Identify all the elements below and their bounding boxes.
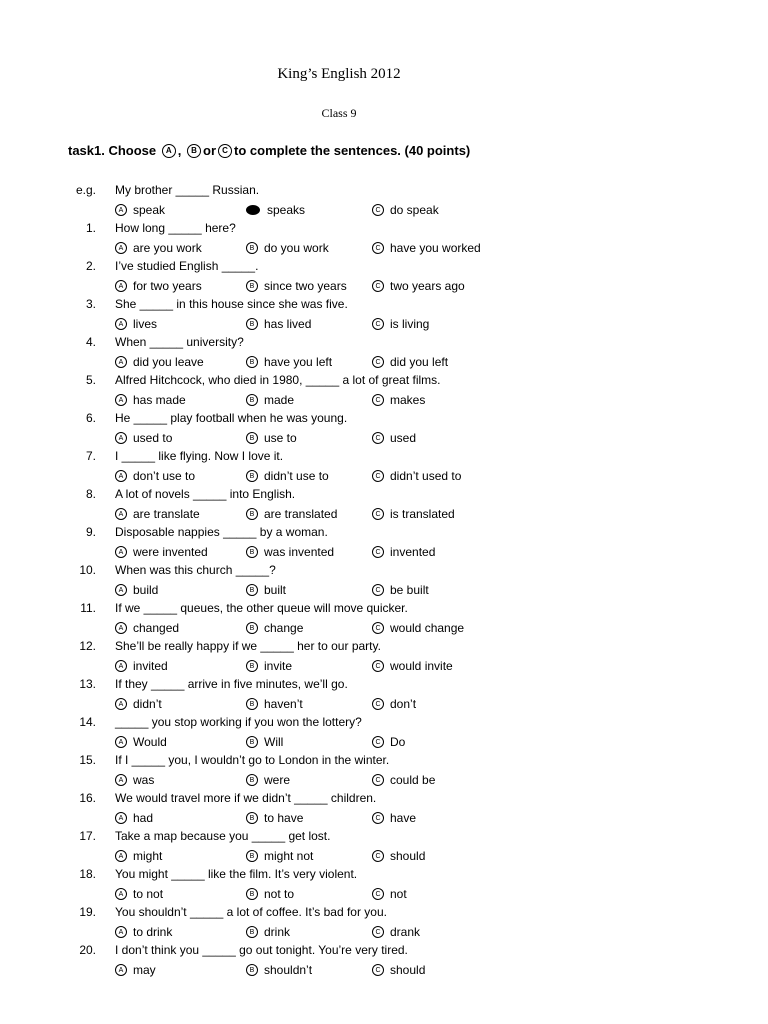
answer-option-b[interactable] bbox=[246, 507, 337, 521]
answer-option-c[interactable] bbox=[372, 241, 481, 255]
circled-letter-c-icon: C bbox=[372, 660, 384, 672]
answer-option-label: for two years bbox=[133, 279, 202, 293]
question-number: 11. bbox=[80, 601, 96, 615]
answer-option-label: invite bbox=[264, 659, 293, 673]
circled-letter-b-icon: B bbox=[246, 660, 258, 672]
question-row bbox=[0, 335, 768, 373]
answer-option-a[interactable] bbox=[115, 697, 162, 711]
answer-option-c[interactable] bbox=[372, 545, 435, 559]
answer-option-b[interactable] bbox=[246, 963, 312, 977]
answer-option-a[interactable] bbox=[115, 355, 204, 369]
question-number: 6. bbox=[85, 411, 96, 425]
circled-letter-c-icon: C bbox=[372, 926, 384, 938]
question-text: How long _____ here? bbox=[115, 221, 236, 235]
circled-letter-b-icon: B bbox=[246, 698, 258, 710]
question-row bbox=[0, 677, 768, 715]
answer-option-label: should bbox=[390, 849, 426, 863]
answer-option-label: change bbox=[264, 621, 304, 635]
filled-bubble-icon bbox=[246, 205, 260, 215]
answer-option-c[interactable] bbox=[372, 393, 425, 407]
circled-letter-b-icon: B bbox=[246, 546, 258, 558]
question-row bbox=[0, 525, 768, 563]
answer-option-a[interactable] bbox=[115, 279, 202, 293]
answer-option-c[interactable] bbox=[372, 659, 453, 673]
answer-option-c[interactable] bbox=[372, 963, 425, 977]
question-number: 17. bbox=[79, 829, 96, 843]
circled-letter-a-icon: A bbox=[115, 850, 127, 862]
answer-option-c[interactable] bbox=[372, 773, 435, 787]
answer-option-label: was invented bbox=[264, 545, 335, 559]
question-text: Alfred Hitchcock, who died in 1980, _____ a lot of great films. bbox=[115, 373, 441, 387]
answer-option-label: shouldn’t bbox=[264, 963, 313, 977]
circled-letter-a-icon: A bbox=[115, 622, 127, 634]
answer-option-c[interactable] bbox=[372, 811, 416, 825]
circled-letter-a-icon: A bbox=[115, 736, 127, 748]
answer-option-label: did you left bbox=[390, 355, 449, 369]
answer-option-b[interactable] bbox=[246, 241, 329, 255]
answer-option-c[interactable] bbox=[372, 203, 439, 217]
answer-option-label: has lived bbox=[264, 317, 312, 331]
question-number: 3. bbox=[85, 297, 96, 311]
circled-letter-a-icon: A bbox=[115, 356, 127, 368]
answer-option-label: had bbox=[133, 811, 154, 825]
question-number: 20. bbox=[79, 943, 96, 957]
circled-letter-a-icon: A bbox=[115, 964, 127, 976]
answer-option-label: be built bbox=[390, 583, 429, 597]
task-suffix: to complete the sentences. (40 points) bbox=[234, 143, 471, 158]
question-text: A lot of novels _____ into English. bbox=[115, 487, 296, 501]
answer-option-label: have bbox=[390, 811, 417, 825]
question-text: If they _____ arrive in five minutes, we’ll go. bbox=[115, 677, 348, 691]
circled-letter-b-icon: B bbox=[246, 280, 258, 292]
answer-option-label: is translated bbox=[390, 507, 455, 521]
circled-letter-c-icon: C bbox=[372, 546, 384, 558]
answer-option-c[interactable] bbox=[372, 735, 405, 749]
answer-option-a[interactable] bbox=[115, 925, 172, 939]
circled-letter-b-icon: B bbox=[246, 850, 258, 862]
circled-letter-a-icon: A bbox=[115, 242, 127, 254]
answer-option-label: invited bbox=[133, 659, 168, 673]
answer-option-label: speaks bbox=[267, 203, 306, 217]
circled-letter-a-icon: A bbox=[115, 546, 127, 558]
answer-option-label: haven’t bbox=[264, 697, 303, 711]
answer-option-b[interactable] bbox=[246, 887, 294, 901]
answer-option-label: would change bbox=[390, 621, 465, 635]
answer-option-b[interactable] bbox=[246, 431, 297, 445]
circled-letter-a-icon: A bbox=[115, 774, 127, 786]
answer-option-label: didn’t bbox=[133, 697, 162, 711]
question-row bbox=[0, 715, 768, 753]
circled-letter-a-icon: A bbox=[115, 926, 127, 938]
answer-option-label: do speak bbox=[390, 203, 439, 217]
answer-option-label: since two years bbox=[264, 279, 347, 293]
circled-letter-a-icon: A bbox=[115, 660, 127, 672]
answer-option-a[interactable] bbox=[115, 735, 167, 749]
question-row bbox=[0, 221, 768, 259]
answer-option-label: did you leave bbox=[133, 355, 204, 369]
question-row bbox=[0, 753, 768, 791]
answer-option-label: to drink bbox=[133, 925, 173, 939]
circled-letter-a-icon: A bbox=[115, 698, 127, 710]
document-title: King’s English 2012 bbox=[277, 66, 401, 82]
question-row bbox=[0, 373, 768, 411]
answer-option-b[interactable] bbox=[246, 811, 303, 825]
answer-option-label: didn’t used to bbox=[390, 469, 462, 483]
answer-option-a[interactable] bbox=[115, 393, 186, 407]
answer-option-a[interactable] bbox=[115, 203, 165, 217]
answer-option-label: made bbox=[264, 393, 295, 407]
answer-option-a[interactable] bbox=[115, 963, 156, 977]
circled-letter-a-icon: A bbox=[115, 888, 127, 900]
circled-letter-a-icon: A bbox=[115, 204, 127, 216]
question-row bbox=[0, 449, 768, 487]
answer-option-a[interactable] bbox=[115, 241, 202, 255]
answer-option-b[interactable] bbox=[246, 203, 305, 217]
answer-option-b[interactable] bbox=[246, 317, 311, 331]
circled-letter-b-icon: B bbox=[246, 812, 258, 824]
question-text: You might _____ like the film. It’s very violent. bbox=[115, 867, 358, 881]
answer-option-c[interactable] bbox=[372, 355, 448, 369]
answer-option-c[interactable] bbox=[372, 279, 465, 293]
answer-option-a[interactable] bbox=[115, 545, 208, 559]
question-number: 1. bbox=[85, 221, 96, 235]
question-number: 10. bbox=[79, 563, 96, 577]
question-number: 16. bbox=[79, 791, 96, 805]
answer-option-label: invented bbox=[390, 545, 436, 559]
answer-option-label: Would bbox=[133, 735, 167, 749]
circled-letter-c-icon: C bbox=[372, 812, 384, 824]
circled-letter-a-icon: A bbox=[115, 470, 127, 482]
answer-option-label: drink bbox=[264, 925, 291, 939]
answer-option-a[interactable] bbox=[115, 317, 157, 331]
question-row bbox=[0, 867, 768, 905]
circled-letter-b-icon: B bbox=[246, 508, 258, 520]
answer-option-b[interactable] bbox=[246, 659, 292, 673]
question-text: She’ll be really happy if we _____ her to our party. bbox=[115, 639, 381, 653]
answer-option-label: are you work bbox=[133, 241, 202, 255]
answer-option-c[interactable] bbox=[372, 849, 425, 863]
document-subtitle: Class 9 bbox=[321, 106, 357, 120]
circled-letter-b-icon: B bbox=[246, 394, 258, 406]
answer-option-label: to have bbox=[264, 811, 304, 825]
question-row bbox=[0, 487, 768, 525]
answer-option-label: are translated bbox=[264, 507, 338, 521]
answer-option-b[interactable] bbox=[246, 697, 303, 711]
question-row bbox=[0, 297, 768, 335]
answer-option-b[interactable] bbox=[246, 393, 294, 407]
example-row bbox=[0, 183, 768, 221]
answer-option-c[interactable] bbox=[372, 507, 455, 521]
circled-letter-c-icon: C bbox=[372, 850, 384, 862]
answer-option-label: were bbox=[264, 773, 291, 787]
circled-letter-c-icon: C bbox=[372, 394, 384, 406]
circled-letter-c-icon: C bbox=[372, 736, 384, 748]
circled-b-icon: B bbox=[187, 144, 201, 158]
circled-letter-c-icon: C bbox=[372, 242, 384, 254]
answer-option-a[interactable] bbox=[115, 431, 172, 445]
answer-option-a[interactable] bbox=[115, 507, 200, 521]
answer-option-label: drank bbox=[390, 925, 421, 939]
answer-option-label: Do bbox=[390, 735, 406, 749]
question-row bbox=[0, 791, 768, 829]
circled-letter-c-icon: C bbox=[372, 318, 384, 330]
answer-option-label: are translate bbox=[133, 507, 200, 521]
answer-option-label: do you work bbox=[264, 241, 329, 255]
circled-letter-c-icon: C bbox=[372, 204, 384, 216]
answer-option-label: changed bbox=[133, 621, 180, 635]
circled-letter-c-icon: C bbox=[372, 508, 384, 520]
circled-letter-b-icon: B bbox=[246, 242, 258, 254]
circled-letter-b-icon: B bbox=[246, 774, 258, 786]
circled-c-icon: C bbox=[218, 144, 232, 158]
answer-option-label: didn’t use to bbox=[264, 469, 329, 483]
question-text: He _____ play football when he was young. bbox=[115, 411, 348, 425]
question-number: 5. bbox=[85, 373, 96, 387]
answer-option-label: use to bbox=[264, 431, 297, 445]
answer-option-label: build bbox=[133, 583, 159, 597]
circled-letter-a-icon: A bbox=[115, 432, 127, 444]
circled-letter-b-icon: B bbox=[246, 356, 258, 368]
answer-option-label: to not bbox=[133, 887, 164, 901]
question-row bbox=[0, 259, 768, 297]
answer-option-a[interactable] bbox=[115, 887, 163, 901]
question-text: I _____ like flying. Now I love it. bbox=[115, 449, 284, 463]
answer-option-b[interactable] bbox=[246, 849, 313, 863]
question-number: 18. bbox=[79, 867, 96, 881]
answer-option-c[interactable] bbox=[372, 887, 407, 901]
question-text: You shouldn’t _____ a lot of coffee. It’s bad for you. bbox=[115, 905, 387, 919]
question-row bbox=[0, 411, 768, 449]
answer-option-label: speak bbox=[133, 203, 166, 217]
task-separator: , bbox=[177, 143, 182, 158]
question-text: My brother _____ Russian. bbox=[115, 183, 260, 197]
question-number: 8. bbox=[85, 487, 96, 501]
answer-option-b[interactable] bbox=[246, 469, 329, 483]
answer-option-b[interactable] bbox=[246, 773, 290, 787]
answer-option-label: not bbox=[390, 887, 407, 901]
circled-a-icon: A bbox=[162, 144, 176, 158]
answer-option-label: would invite bbox=[390, 659, 453, 673]
answer-option-a[interactable] bbox=[115, 849, 162, 863]
circled-letter-c-icon: C bbox=[372, 584, 384, 596]
answer-option-label: is living bbox=[390, 317, 430, 331]
circled-letter-c-icon: C bbox=[372, 280, 384, 292]
question-row bbox=[0, 563, 768, 601]
question-row bbox=[0, 601, 768, 639]
question-row bbox=[0, 639, 768, 677]
question-text: _____ you stop working if you won the lottery? bbox=[115, 715, 362, 729]
question-number: 2. bbox=[85, 259, 96, 273]
answer-option-a[interactable] bbox=[115, 469, 195, 483]
circled-letter-a-icon: A bbox=[115, 394, 127, 406]
circled-letter-a-icon: A bbox=[115, 812, 127, 824]
answer-option-c[interactable] bbox=[372, 317, 429, 331]
answer-option-a[interactable] bbox=[115, 811, 153, 825]
answer-option-label: have you left bbox=[264, 355, 333, 369]
answer-option-a[interactable] bbox=[115, 659, 168, 673]
answer-option-b[interactable] bbox=[246, 545, 334, 559]
circled-letter-a-icon: A bbox=[115, 508, 127, 520]
answer-option-label: may bbox=[133, 963, 156, 977]
answer-option-label: should bbox=[390, 963, 426, 977]
circled-letter-b-icon: B bbox=[246, 622, 258, 634]
answer-option-label: don’t use to bbox=[133, 469, 196, 483]
task-prefix: task1. Choose bbox=[68, 143, 157, 158]
answer-option-c[interactable] bbox=[372, 697, 416, 711]
answer-option-label: not to bbox=[264, 887, 295, 901]
circled-letter-b-icon: B bbox=[246, 470, 258, 482]
question-text: When was this church _____? bbox=[115, 563, 276, 577]
circled-letter-c-icon: C bbox=[372, 698, 384, 710]
question-number: 7. bbox=[85, 449, 96, 463]
answer-option-b[interactable] bbox=[246, 583, 286, 597]
answer-option-label: used to bbox=[133, 431, 173, 445]
answer-option-a[interactable] bbox=[115, 773, 154, 787]
question-row bbox=[0, 829, 768, 867]
circled-letter-b-icon: B bbox=[246, 584, 258, 596]
task-heading bbox=[68, 143, 470, 158]
answer-option-a[interactable] bbox=[115, 583, 158, 597]
question-list bbox=[0, 183, 768, 981]
task-or: or bbox=[203, 143, 217, 158]
answer-option-label: might not bbox=[264, 849, 314, 863]
answer-option-label: was bbox=[133, 773, 155, 787]
answer-option-c[interactable] bbox=[372, 469, 461, 483]
answer-option-label: have you worked bbox=[390, 241, 481, 255]
answer-option-b[interactable] bbox=[246, 621, 303, 635]
circled-letter-b-icon: B bbox=[246, 318, 258, 330]
question-text: If I _____ you, I wouldn’t go to London in the winter. bbox=[115, 753, 390, 767]
answer-option-label: two years ago bbox=[390, 279, 465, 293]
question-row bbox=[0, 943, 768, 981]
answer-option-c[interactable] bbox=[372, 583, 429, 597]
question-text: I don’t think you _____ go out tonight. You’re very tired. bbox=[115, 943, 408, 957]
answer-option-label: might bbox=[133, 849, 163, 863]
answer-option-b[interactable] bbox=[246, 355, 332, 369]
circled-letter-b-icon: B bbox=[246, 964, 258, 976]
answer-option-c[interactable] bbox=[372, 925, 420, 939]
circled-letter-b-icon: B bbox=[246, 926, 258, 938]
question-number: 19. bbox=[79, 905, 96, 919]
answer-option-label: makes bbox=[390, 393, 426, 407]
answer-option-label: used bbox=[390, 431, 417, 445]
question-text: We would travel more if we didn’t _____ children. bbox=[115, 791, 377, 805]
circled-letter-c-icon: C bbox=[372, 432, 384, 444]
circled-letter-b-icon: B bbox=[246, 888, 258, 900]
answer-option-label: built bbox=[264, 583, 287, 597]
answer-option-c[interactable] bbox=[372, 431, 416, 445]
answer-option-b[interactable] bbox=[246, 925, 290, 939]
answer-option-label: has made bbox=[133, 393, 186, 407]
answer-option-label: could be bbox=[390, 773, 436, 787]
answer-option-label: Will bbox=[264, 735, 284, 749]
question-number: 12. bbox=[79, 639, 96, 653]
question-text: I’ve studied English _____. bbox=[115, 259, 259, 273]
question-text: If we _____ queues, the other queue will move quicker. bbox=[115, 601, 408, 615]
answer-option-b[interactable] bbox=[246, 279, 347, 293]
circled-letter-c-icon: C bbox=[372, 356, 384, 368]
answer-option-a[interactable] bbox=[115, 621, 179, 635]
question-number: 9. bbox=[85, 525, 96, 539]
question-number: 4. bbox=[85, 335, 96, 349]
question-text: Disposable nappies _____ by a woman. bbox=[115, 525, 328, 539]
circled-letter-c-icon: C bbox=[372, 888, 384, 900]
question-text: When _____ university? bbox=[115, 335, 244, 349]
question-number: e.g. bbox=[75, 183, 96, 197]
circled-letter-c-icon: C bbox=[372, 470, 384, 482]
answer-option-c[interactable] bbox=[372, 621, 464, 635]
circled-letter-a-icon: A bbox=[115, 584, 127, 596]
answer-option-b[interactable] bbox=[246, 735, 283, 749]
question-row bbox=[0, 905, 768, 943]
circled-letter-b-icon: B bbox=[246, 736, 258, 748]
answer-option-label: don’t bbox=[390, 697, 417, 711]
circled-letter-c-icon: C bbox=[372, 964, 384, 976]
circled-letter-c-icon: C bbox=[372, 622, 384, 634]
circled-letter-b-icon: B bbox=[246, 432, 258, 444]
circled-letter-c-icon: C bbox=[372, 774, 384, 786]
question-number: 15. bbox=[79, 753, 96, 767]
question-number: 14. bbox=[79, 715, 96, 729]
circled-letter-a-icon: A bbox=[115, 318, 127, 330]
answer-option-label: lives bbox=[133, 317, 158, 331]
answer-option-label: were invented bbox=[133, 545, 208, 559]
circled-letter-a-icon: A bbox=[115, 280, 127, 292]
question-number: 13. bbox=[79, 677, 96, 691]
question-text: She _____ in this house since she was five. bbox=[115, 297, 348, 311]
question-text: Take a map because you _____ get lost. bbox=[115, 829, 331, 843]
